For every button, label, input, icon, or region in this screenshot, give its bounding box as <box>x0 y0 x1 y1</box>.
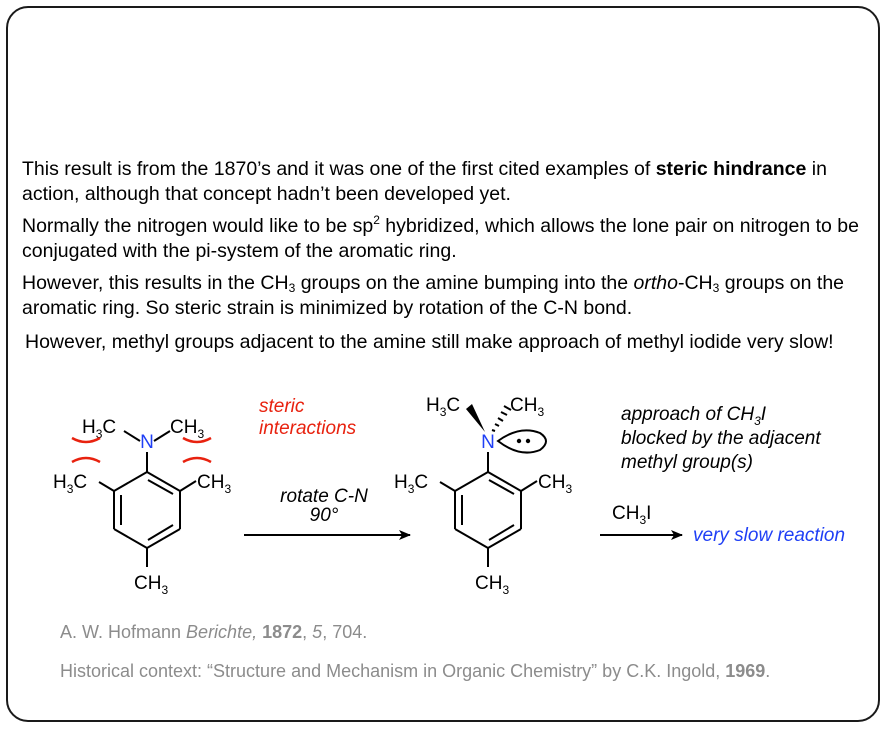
lone-pair-orbital <box>498 430 546 452</box>
label-ch3-n-right: $CH_3$ <box>170 417 205 441</box>
hashed-bond <box>492 406 511 431</box>
label-ch3-ortho-right-2: $CH_3$ <box>538 472 573 496</box>
label-ch3-para-1: $CH_3$ <box>134 573 169 597</box>
approach-note-line-2: blocked by the adjacent <box>621 428 821 449</box>
approach-note-line-3: methyl group(s) <box>621 452 753 473</box>
label-h3c-wedge: $H_3C$ <box>426 395 461 419</box>
label-ch3-para-2: $CH_3$ <box>475 573 510 597</box>
label-h3c-n-left: $H_3C$ <box>82 417 117 441</box>
paragraph-history: This result is from the 1870’s and it was one of the first cited examples of steric hindrance in action, although that concept hadn’t been developed yet. <box>22 158 827 205</box>
reaction-scheme <box>0 380 888 610</box>
steric-hindrance-term: steric hindrance <box>655 158 807 180</box>
atom-n-1: N <box>140 432 154 453</box>
paragraph-hybridization: Normally the nitrogen would like to be $sp^2$ hybridized, which allows the lone pair on nitrogen to be conjugated with the pi-system of the aromatic ring. <box>22 213 859 262</box>
atom-n-2: N <box>481 432 495 453</box>
steric-interactions-label: steric <box>259 396 305 417</box>
wedge-bond <box>466 404 485 432</box>
paragraph-rotation: However, this results in the $CH_3$ groups on the amine bumping into the ortho-$CH_3$ groups on the aromatic ring. So steric strain is minimized by rotation of the C-N bond. <box>22 272 845 319</box>
rotate-angle-label: 90° <box>309 505 339 526</box>
product-label: very slow reaction <box>693 525 846 546</box>
reference-ingold: Historical context: “Structure and Mechanism in Organic Chemistry” by C.K. Ingold, 1969. <box>60 661 771 681</box>
lone-pair-dot-1 <box>517 439 521 443</box>
molecule-2 <box>440 452 537 567</box>
label-ch3-ortho-right: $CH_3$ <box>197 472 232 496</box>
approach-note-line-1: approach of $CH_3I$ <box>621 404 767 428</box>
reference-hofmann: A. W. Hofmann Berichte, 1872, 5, 704. <box>60 622 368 642</box>
rotate-label: rotate C-N <box>280 486 368 507</box>
label-ch3-hash: $CH_3$ <box>510 395 545 419</box>
label-h3c-ortho-left: $H_3C$ <box>53 472 88 496</box>
lone-pair-dot-2 <box>526 439 530 443</box>
paragraph-slow-approach: However, methyl groups adjacent to the amine still make approach of methyl iodide very slow! <box>25 331 834 353</box>
label-h3c-ortho-left-2: $H_3C$ <box>394 472 429 496</box>
steric-clash-right <box>183 438 211 462</box>
figure-frame <box>6 6 880 722</box>
steric-interactions-label-2: interactions <box>259 418 357 439</box>
steric-clash-left <box>72 438 100 462</box>
reagent-label: $CH_3I$ <box>612 503 652 527</box>
